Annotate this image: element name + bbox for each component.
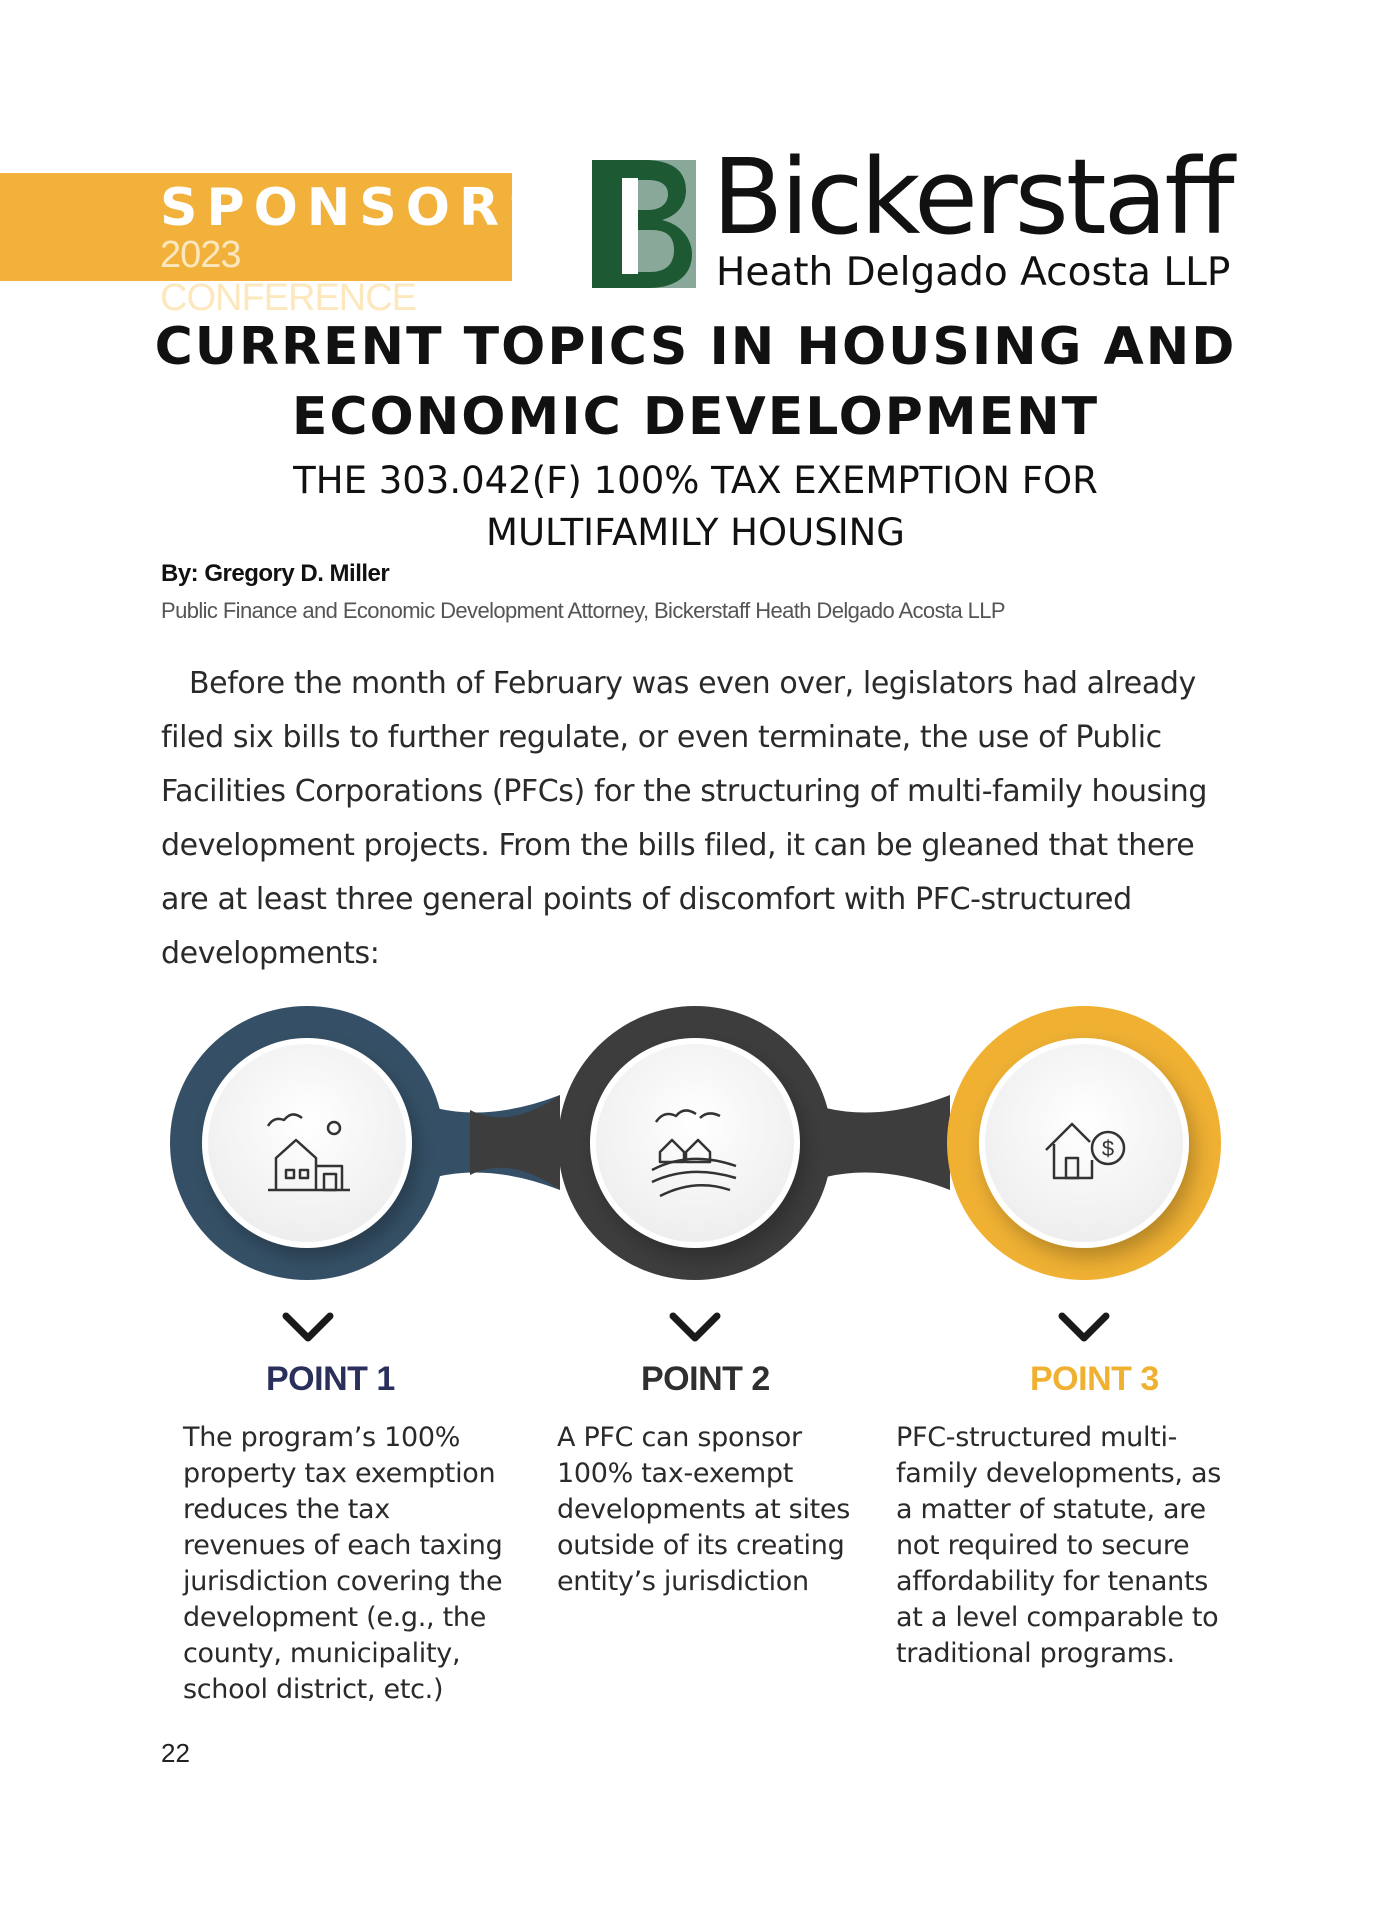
point-2-text <box>557 1420 877 1600</box>
text-line: not required to secure <box>896 1530 1190 1561</box>
subhead-line-2: MULTIFAMILY HOUSING <box>486 511 905 554</box>
text-line: A PFC can sponsor <box>557 1422 802 1453</box>
byline: By: Gregory D. Miller <box>161 560 390 587</box>
author-role: Public Finance and Economic Development Attorney, Bickerstaff Heath Delgado Acosta LLP <box>161 598 1005 623</box>
text-line: PFC-structured multi- <box>896 1422 1178 1453</box>
text-line: property tax exemption <box>183 1458 496 1489</box>
text-line: jurisdiction covering the <box>183 1566 503 1597</box>
sponsor-subtitle: 2023 CONFERENCE <box>160 234 417 319</box>
chevron-down-icon <box>278 1308 338 1348</box>
text-line: traditional programs. <box>896 1638 1175 1669</box>
text-line: The program’s 100% <box>183 1422 461 1453</box>
text-line: revenues of each taxing <box>183 1530 503 1561</box>
point-2-label: POINT 2 <box>641 1360 770 1398</box>
text-line: family developments, as <box>896 1458 1221 1489</box>
text-line: at a level comparable to <box>896 1602 1219 1633</box>
chevron-down-icon <box>665 1308 725 1348</box>
text-line: county, municipality, <box>183 1638 461 1669</box>
point-1-disc <box>208 1044 406 1242</box>
subhead-line-1: THE 303.042(F) 100% TAX EXEMPTION FOR <box>293 459 1098 502</box>
point-1-label: POINT 1 <box>266 1360 395 1398</box>
logo-subtitle: Heath Delgado Acosta LLP <box>716 250 1231 295</box>
text-line: developments at sites <box>557 1494 851 1525</box>
text-line: a matter of statute, are <box>896 1494 1206 1525</box>
chevron-down-icon <box>1054 1308 1114 1348</box>
intro-text: Before the month of February was even over, legislators had already filed six bills to further regulate, or even terminate, the use of Public Facilities Corporations (PFCs) for the structuring of multi-family housing development projects. From the bills filed, it can be gleaned that there are at least three general points of discomfort with PFC-structured developments: <box>161 666 1208 971</box>
text-line: 100% tax-exempt <box>557 1458 794 1489</box>
headline-line-2: ECONOMIC DEVELOPMENT <box>291 387 1100 447</box>
intro-paragraph <box>161 657 1241 981</box>
sponsor-title: SPONSORS <box>160 178 555 238</box>
point-3-text <box>896 1420 1246 1672</box>
bickerstaff-logo-mark <box>592 160 696 288</box>
page-number: 22 <box>161 1738 190 1768</box>
point-3-disc <box>985 1044 1183 1242</box>
text-line: school district, etc.) <box>183 1674 444 1705</box>
text-line: affordability for tenants <box>896 1566 1209 1597</box>
text-line: entity’s jurisdiction <box>557 1566 809 1597</box>
svg-text:$: $ <box>1101 1136 1115 1161</box>
text-line: outside of its creating <box>557 1530 845 1561</box>
point-1-text <box>183 1420 523 1708</box>
logo-wordmark: Bickerstaff <box>712 136 1232 258</box>
three-points-infographic <box>0 1000 1391 1330</box>
headline-line-1: CURRENT TOPICS IN HOUSING AND <box>154 317 1237 377</box>
point-3-label: POINT 3 <box>1030 1360 1159 1398</box>
text-line: reduces the tax <box>183 1494 390 1525</box>
article-headline <box>120 312 1271 452</box>
text-line: development (e.g., the <box>183 1602 487 1633</box>
article-subheading <box>120 455 1271 559</box>
